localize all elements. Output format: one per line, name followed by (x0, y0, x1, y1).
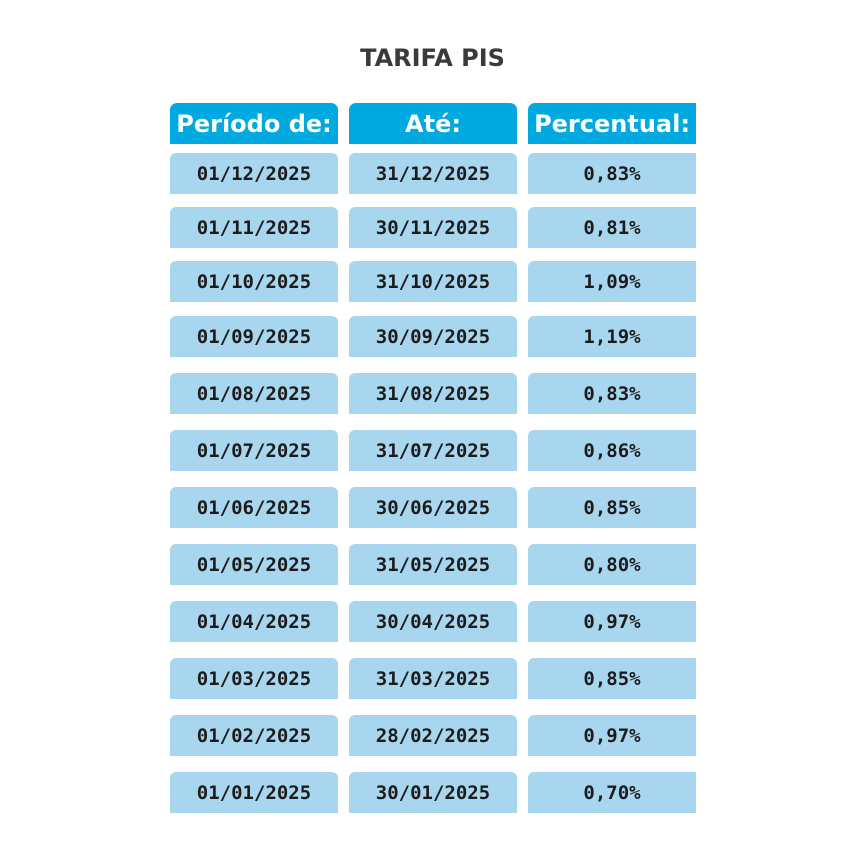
header-percent: Percentual: (528, 103, 696, 144)
cell-period-to: 31/03/2025 (349, 658, 517, 699)
table-row (170, 715, 696, 756)
cell-period-to: 30/04/2025 (349, 601, 517, 642)
table-body (170, 153, 696, 813)
cell-percent: 0,81% (528, 207, 696, 248)
cell-period-to: 31/08/2025 (349, 373, 517, 414)
cell-period-to: 31/10/2025 (349, 261, 517, 302)
cell-percent: 0,97% (528, 715, 696, 756)
cell-percent: 0,97% (528, 601, 696, 642)
cell-period-to: 30/06/2025 (349, 487, 517, 528)
table-row (170, 207, 696, 248)
cell-period-from: 01/06/2025 (170, 487, 338, 528)
table-row (170, 430, 696, 471)
cell-period-from: 01/07/2025 (170, 430, 338, 471)
table-row (170, 261, 696, 302)
header-period-from: Período de: (170, 103, 338, 144)
header-period-to: Até: (349, 103, 517, 144)
cell-period-from: 01/09/2025 (170, 316, 338, 357)
cell-period-from: 01/04/2025 (170, 601, 338, 642)
table-row (170, 487, 696, 528)
cell-period-to: 31/07/2025 (349, 430, 517, 471)
cell-period-to: 30/09/2025 (349, 316, 517, 357)
cell-period-from: 01/01/2025 (170, 772, 338, 813)
table-row (170, 601, 696, 642)
cell-percent: 0,70% (528, 772, 696, 813)
cell-period-from: 01/11/2025 (170, 207, 338, 248)
table-row (170, 373, 696, 414)
cell-percent: 1,19% (528, 316, 696, 357)
cell-period-to: 31/12/2025 (349, 153, 517, 194)
cell-period-from: 01/08/2025 (170, 373, 338, 414)
cell-period-to: 30/01/2025 (349, 772, 517, 813)
cell-period-from: 01/12/2025 (170, 153, 338, 194)
cell-percent: 0,85% (528, 487, 696, 528)
cell-percent: 0,85% (528, 658, 696, 699)
cell-period-to: 30/11/2025 (349, 207, 517, 248)
cell-percent: 0,86% (528, 430, 696, 471)
cell-period-from: 01/05/2025 (170, 544, 338, 585)
cell-period-from: 01/02/2025 (170, 715, 338, 756)
cell-period-to: 28/02/2025 (349, 715, 517, 756)
cell-period-from: 01/10/2025 (170, 261, 338, 302)
cell-percent: 0,83% (528, 373, 696, 414)
cell-percent: 0,83% (528, 153, 696, 194)
cell-period-from: 01/03/2025 (170, 658, 338, 699)
cell-period-to: 31/05/2025 (349, 544, 517, 585)
cell-percent: 0,80% (528, 544, 696, 585)
table-row (170, 544, 696, 585)
page-title: TARIFA PIS (360, 44, 505, 72)
table-header-row (170, 103, 696, 144)
table-row (170, 316, 696, 357)
cell-percent: 1,09% (528, 261, 696, 302)
table-row (170, 772, 696, 813)
table-row (170, 153, 696, 194)
table-row (170, 658, 696, 699)
tariff-table (170, 103, 696, 813)
